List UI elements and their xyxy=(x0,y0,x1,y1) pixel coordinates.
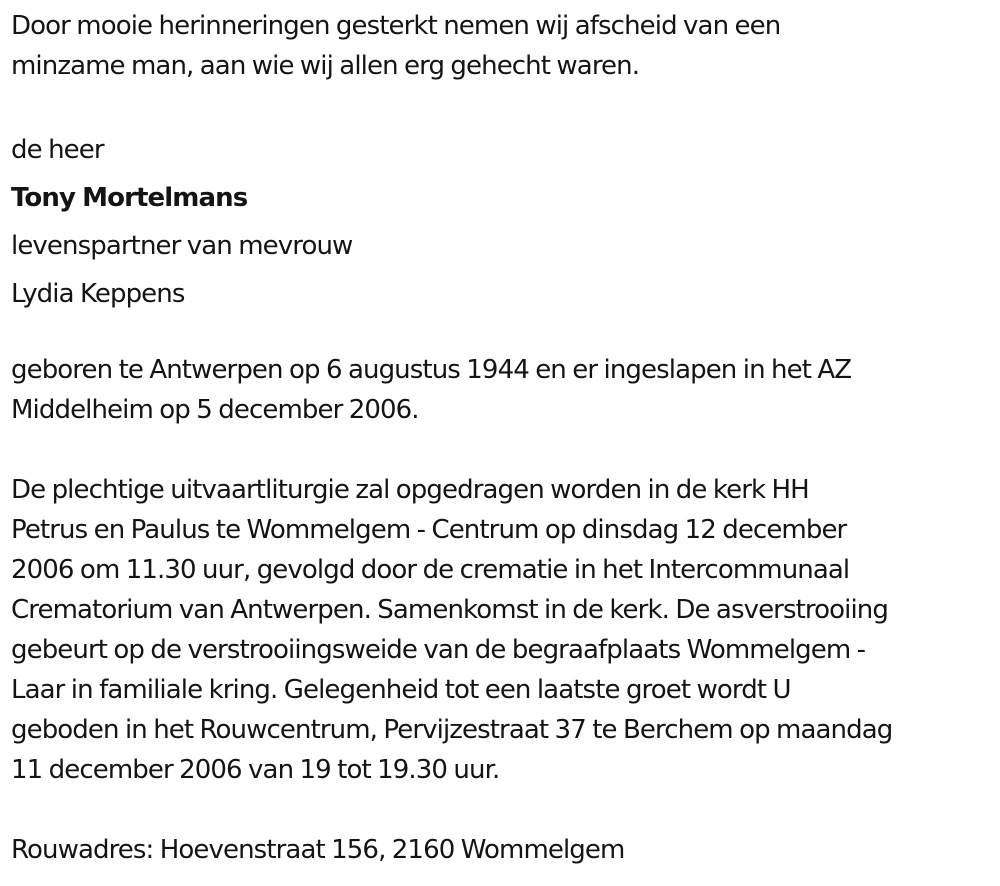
intro-text: Door mooie herinneringen gesterkt nemen wij afscheid van een minzame man, aan wie wij allen erg gehecht waren. xyxy=(11,11,781,81)
mourning-address: Rouwadres: Hoevenstraat 156, 2160 Wommelgem xyxy=(11,835,625,865)
birth-death-text: geboren te Antwerpen op 6 augustus 1944 en er ingeslapen in het AZ Middelheim op 5 december 2006. xyxy=(11,355,852,425)
deceased-name: Tony Mortelmans xyxy=(11,183,248,213)
spacer xyxy=(11,430,996,470)
spacer xyxy=(11,86,996,126)
salutation: de heer xyxy=(11,135,104,165)
ceremony-text: De plechtige uitvaartliturgie zal opgedragen worden in de kerk HH Petrus en Paulus te Wommelgem - Centrum op dinsdag 12 december 2006 om 11.30 uur, gevolgd door de crematie in het Intercommunaal Crematorium van Antwerpen. Samenkomst in de kerk. De asverstrooiing gebeurt op de verstrooiingsweide van de begraafplaats Wommelgem - Laar in familiale kring. Gelegenheid tot een laatste groet wordt U geboden in het Rouwcentrum, Pervijzestraat 37 te Berchem op maandag 11 december 2006 van 19 tot 19.30 uur. xyxy=(11,475,893,785)
death-notice xyxy=(11,6,996,870)
spacer xyxy=(11,318,996,350)
relation-text: levenspartner van mevrouw xyxy=(11,231,353,261)
spacer xyxy=(11,790,996,830)
partner-name: Lydia Keppens xyxy=(11,279,185,309)
